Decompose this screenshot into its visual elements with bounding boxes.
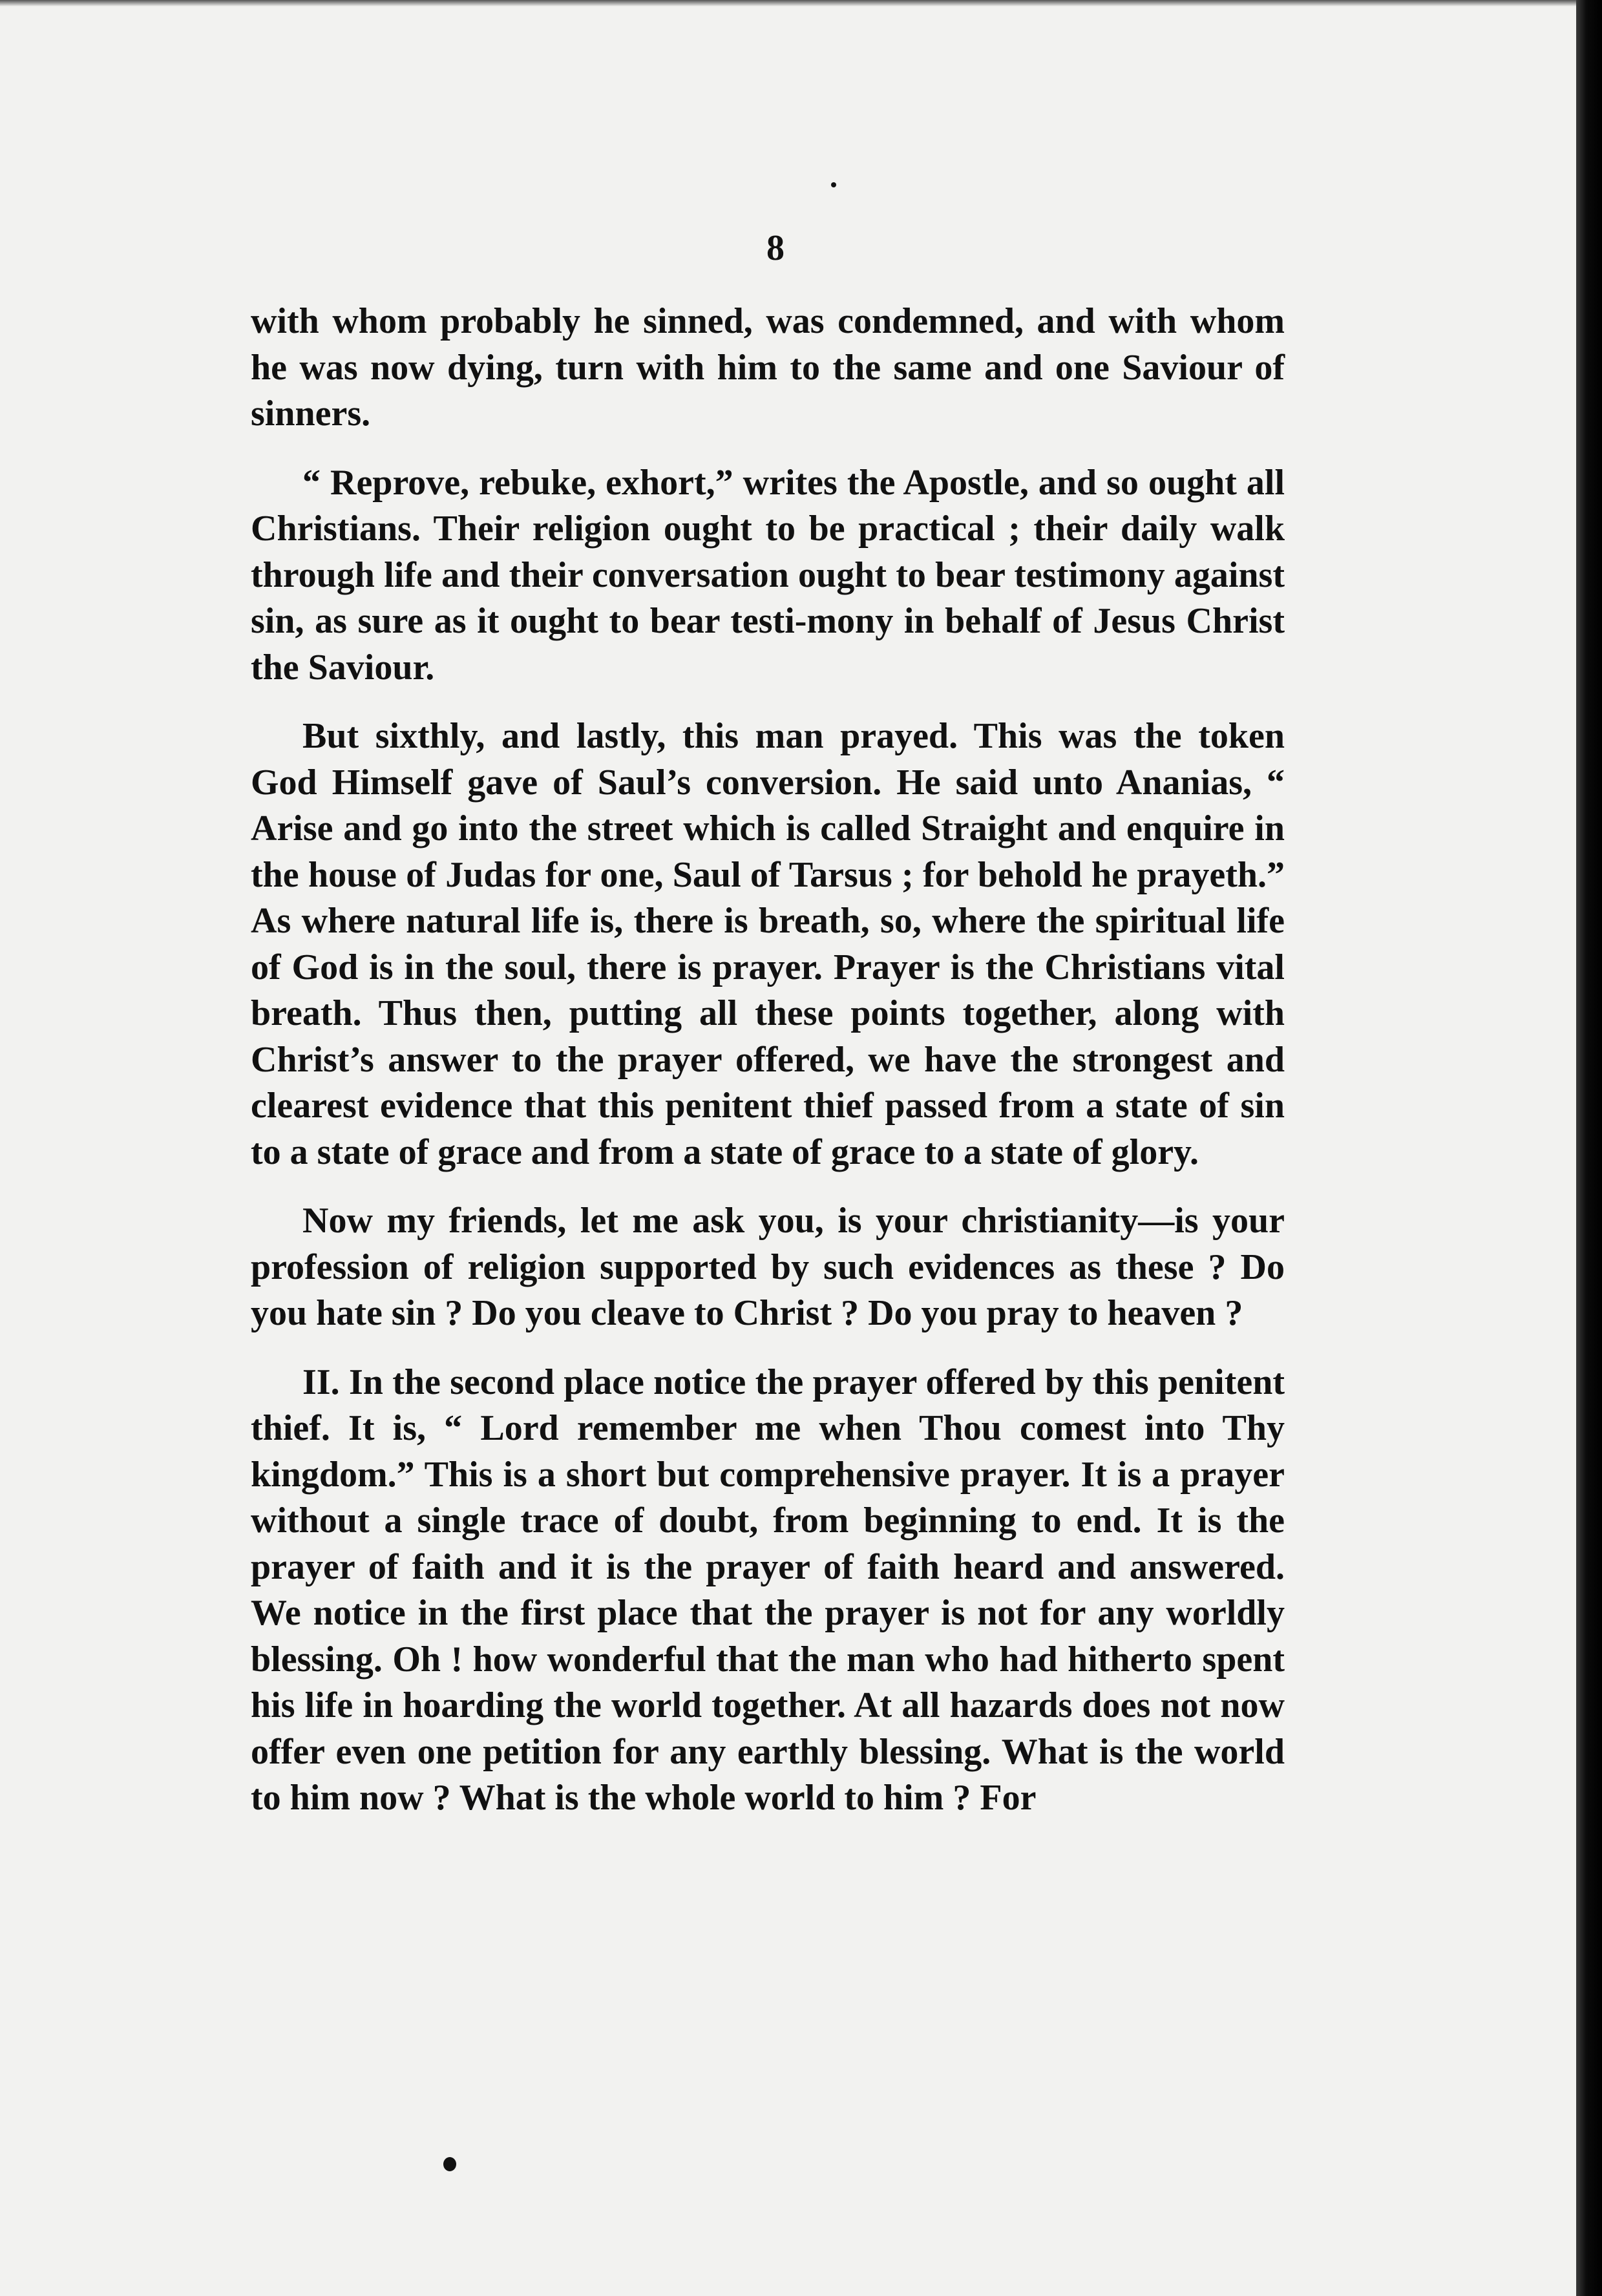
ink-speck [443, 2157, 456, 2171]
scan-right-edge [1576, 0, 1602, 2296]
page-number: 8 [766, 228, 785, 268]
paragraph-2: “ Reprove, rebuke, exhort,” writes the Apostle, and so ought all Christians. Their religion ought to be practical ; their daily walk through life and their conversation ought to bear testimony against sin, as sure as it ought to bear testi-mony in behalf of Jesus Christ the Saviour. [251, 462, 1285, 688]
paragraph-4: Now my friends, let me ask you, is your christianity—is your profession of religion supported by such evidences as these ? Do you hate sin ? Do you cleave to Christ ? Do you pray to heaven ? [251, 1201, 1285, 1333]
paragraph-3: But sixthly, and lastly, this man prayed. This was the token God Himself gave of Saul’s conversion. He said unto Ananias, “ Arise and go into the street which is called Straight and enquire in the house of Judas for one, Saul of Tarsus ; for behold he prayeth.” As where natural life is, there is breath, so, where the spiritual life of God is in the soul, there is prayer. Prayer is the Christians vital breath. Thus then, putting all these points together, along with Christ’s answer to the prayer offered, we have the strongest and clearest evidence that this penitent thief passed from a state of sin to a state of grace and from a state of grace to a state of glory. [251, 716, 1285, 1172]
body-text [251, 299, 1285, 1844]
paragraph-5: II. In the second place notice the prayer offered by this penitent thief. It is, “ Lord remember me when Thou comest into Thy kingdom.” This is a short but comprehensive prayer. It is a prayer without a single trace of doubt, from beginning to end. It is the prayer of faith and it is the prayer of faith heard and answered. We notice in the first place that the prayer is not for any worldly blessing. Oh ! how wonderful that the man who had hitherto spent his life in hoarding the world together. At all hazards does not now offer even one petition for any earthly blessing. What is the world to him now ? What is the whole world to him ? For [251, 1362, 1285, 1818]
paragraph-1: with whom probably he sinned, was condemned, and with whom he was now dying, turn with him to the same and one Saviour of sinners. [251, 301, 1285, 434]
scan-top-edge [0, 0, 1602, 6]
ink-speck [831, 182, 836, 187]
